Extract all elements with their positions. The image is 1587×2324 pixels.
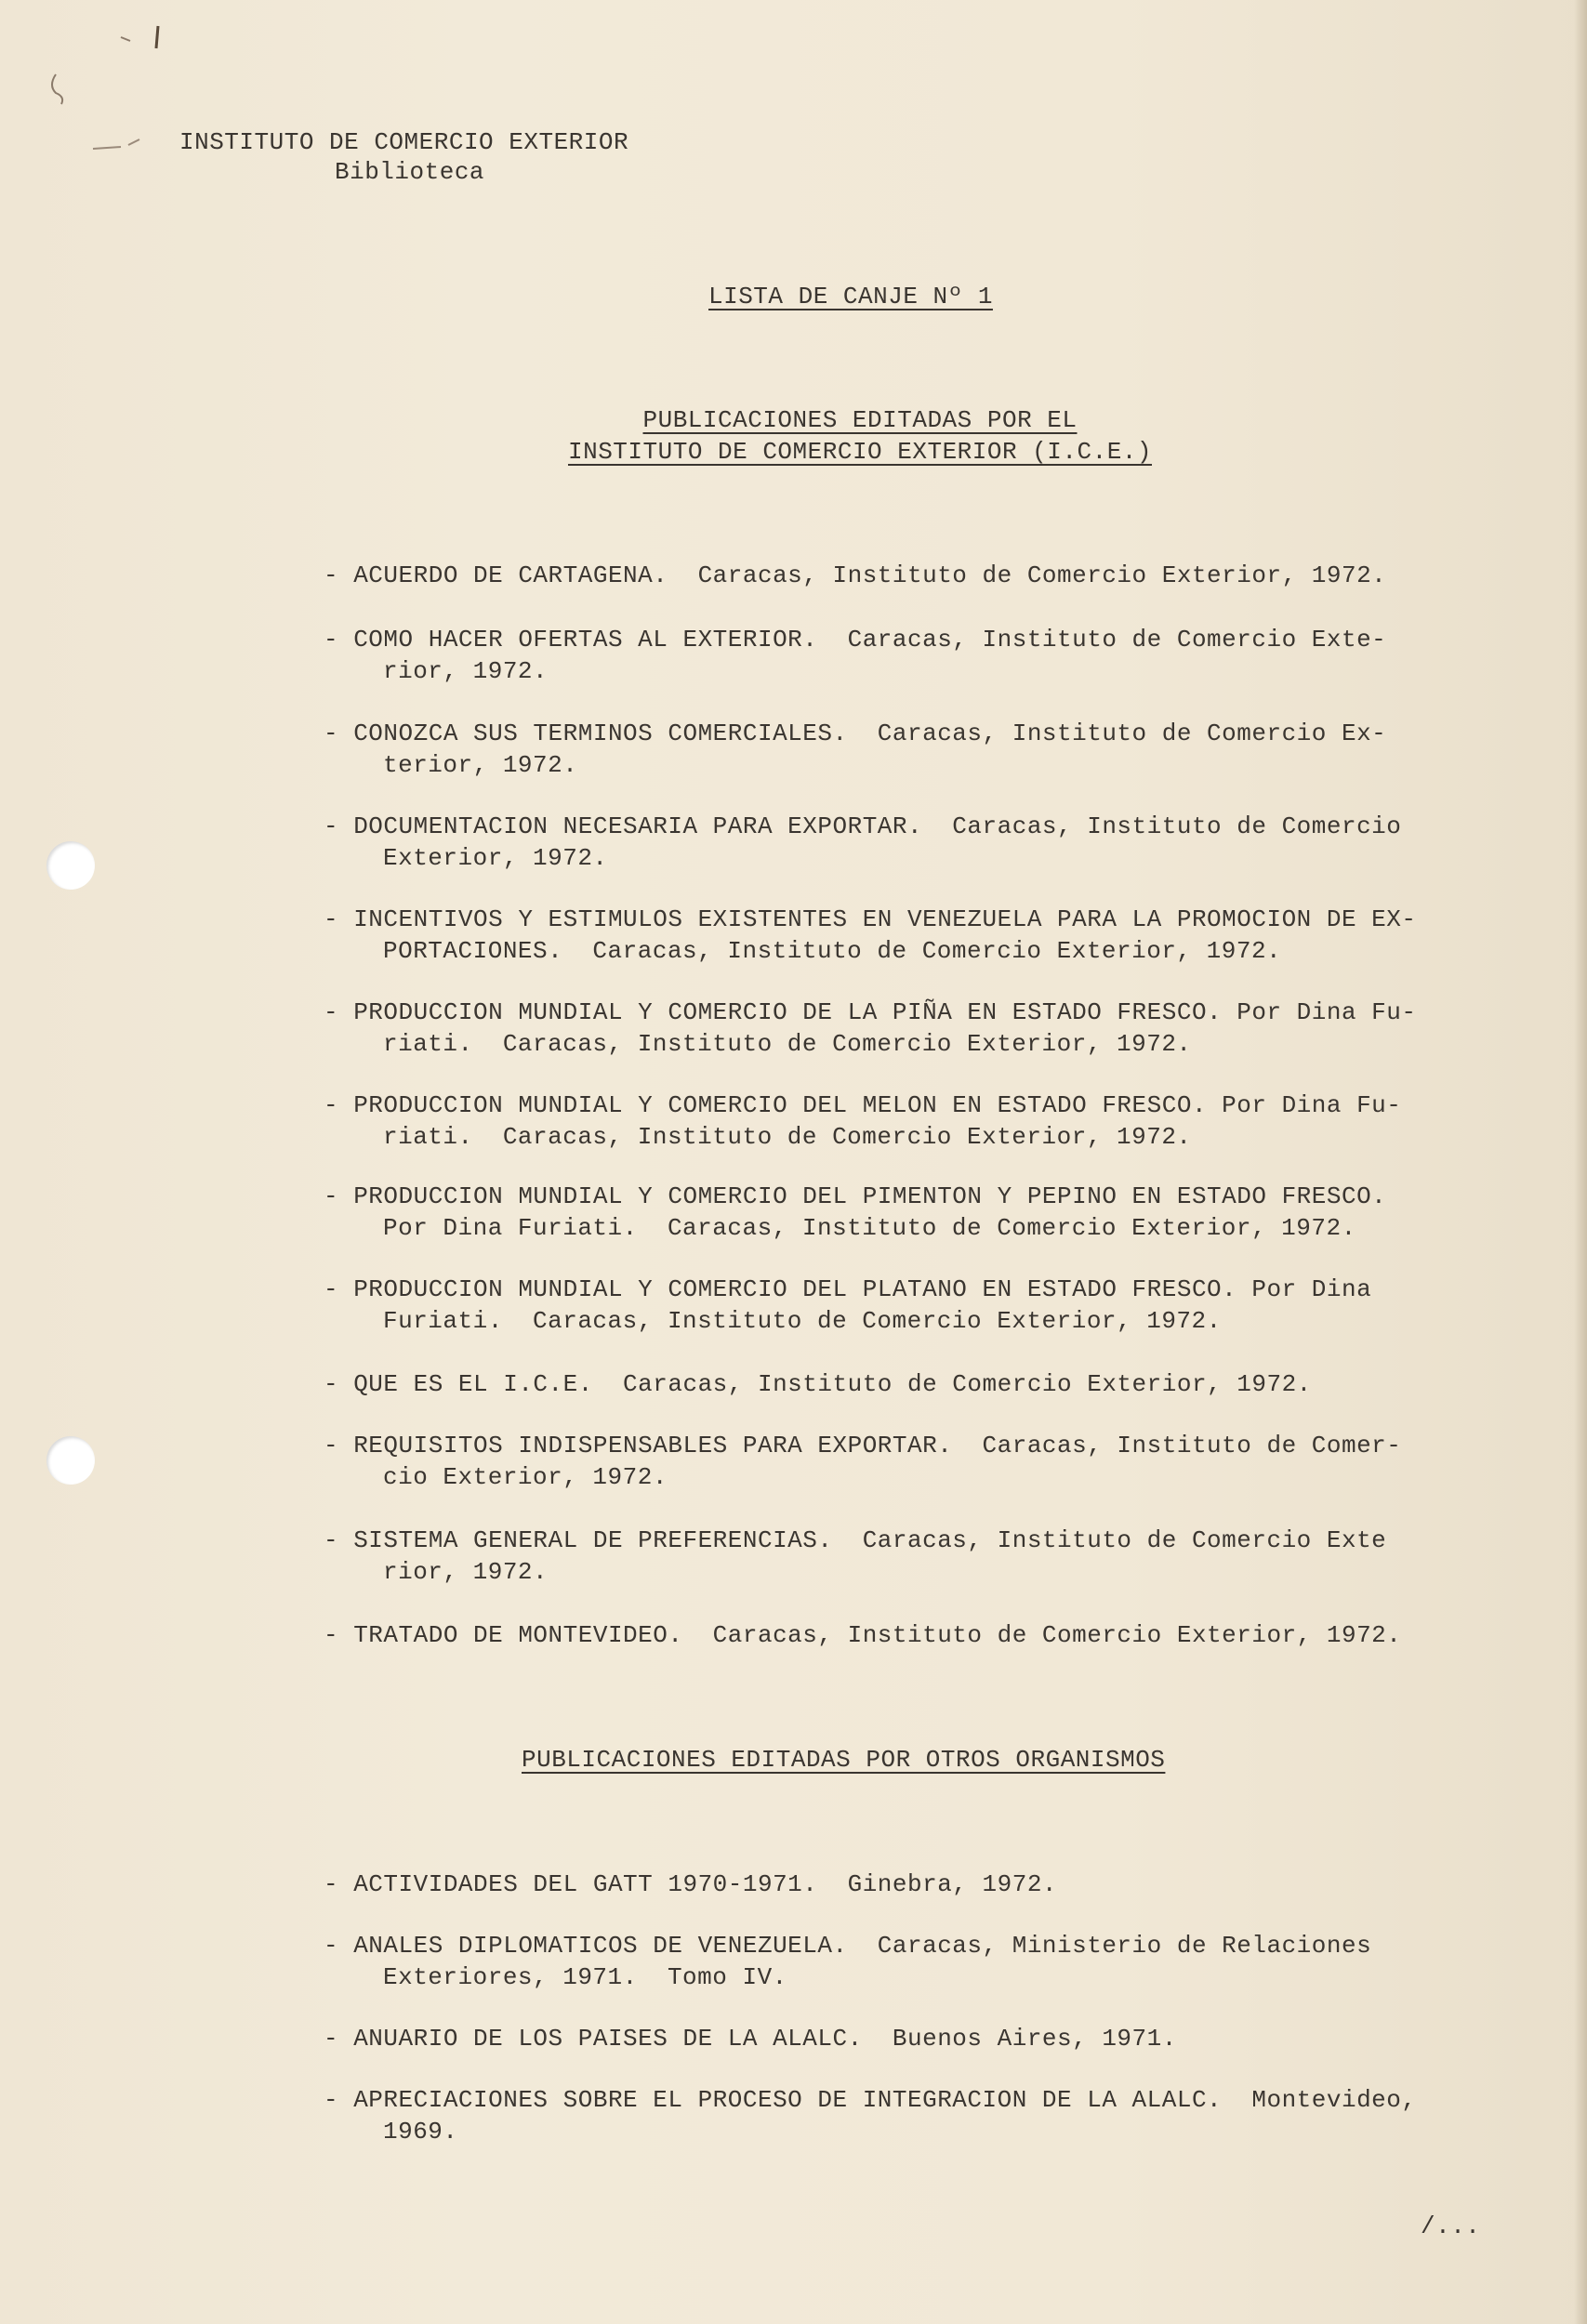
list-item bbox=[324, 2084, 1476, 2147]
item-line-continued: terior, 1972. bbox=[383, 751, 578, 779]
item-line: - APRECIACIONES SOBRE EL PROCESO DE INTEGRACION DE LA ALALC. Montevideo, bbox=[324, 2086, 1417, 2114]
list-item bbox=[324, 1525, 1476, 1588]
item-line-continued: rior, 1972. bbox=[383, 657, 549, 685]
item-line: - PRODUCCION MUNDIAL Y COMERCIO DEL PLATANO EN ESTADO FRESCO. Por Dina bbox=[324, 1275, 1372, 1303]
item-line-continued: rior, 1972. bbox=[383, 1558, 549, 1586]
section1-title-line1: PUBLICACIONES EDITADAS POR EL bbox=[642, 406, 1078, 434]
department-name: Biblioteca bbox=[335, 158, 485, 186]
item-line-continued: Exteriores, 1971. Tomo IV. bbox=[383, 1963, 787, 1991]
list-item bbox=[324, 904, 1476, 967]
item-line: - DOCUMENTACION NECESARIA PARA EXPORTAR. Caracas, Instituto de Comercio bbox=[324, 812, 1402, 840]
list-item bbox=[324, 718, 1476, 781]
item-line-continued: riati. Caracas, Instituto de Comercio Exterior, 1972. bbox=[383, 1030, 1192, 1058]
item-line-continued: PORTACIONES. Caracas, Instituto de Comercio Exterior, 1972. bbox=[383, 937, 1282, 965]
continuation-mark: /... bbox=[1421, 2212, 1481, 2240]
item-line: - CONOZCA SUS TERMINOS COMERCIALES. Caracas, Instituto de Comercio Ex- bbox=[324, 720, 1387, 747]
item-line-continued: Por Dina Furiati. Caracas, Instituto de Comercio Exterior, 1972. bbox=[383, 1214, 1356, 1242]
list-item bbox=[324, 811, 1476, 874]
item-line: - PRODUCCION MUNDIAL Y COMERCIO DEL MELON EN ESTADO FRESCO. Por Dina Fu- bbox=[324, 1091, 1402, 1119]
item-line: - INCENTIVOS Y ESTIMULOS EXISTENTES EN VENEZUELA PARA LA PROMOCION DE EX- bbox=[324, 905, 1417, 933]
list-item bbox=[324, 1181, 1476, 1244]
punch-hole-top bbox=[46, 841, 95, 890]
list-item bbox=[324, 1930, 1476, 1993]
section1-title-line2: INSTITUTO DE COMERCIO EXTERIOR (I.C.E.) bbox=[568, 438, 1152, 466]
institution-name: INSTITUTO DE COMERCIO EXTERIOR bbox=[179, 128, 629, 156]
list-item bbox=[324, 1274, 1476, 1337]
item-line: - COMO HACER OFERTAS AL EXTERIOR. Caracas, Instituto de Comercio Exte- bbox=[324, 626, 1387, 654]
item-line-continued: Exterior, 1972. bbox=[383, 844, 608, 872]
item-line: - PRODUCCION MUNDIAL Y COMERCIO DE LA PIÑA EN ESTADO FRESCO. Por Dina Fu- bbox=[324, 998, 1417, 1026]
item-line-continued: cio Exterior, 1972. bbox=[383, 1463, 668, 1491]
section2-title: PUBLICACIONES EDITADAS POR OTROS ORGANISMOS bbox=[522, 1746, 1166, 1774]
item-line: - TRATADO DE MONTEVIDEO. Caracas, Instituto de Comercio Exterior, 1972. bbox=[324, 1621, 1402, 1649]
pencil-marks-icon bbox=[0, 0, 205, 186]
list-item bbox=[324, 560, 1476, 591]
list-item bbox=[324, 1868, 1476, 1900]
list-item bbox=[324, 1089, 1476, 1153]
item-line: - ANUARIO DE LOS PAISES DE LA ALALC. Buenos Aires, 1971. bbox=[324, 2025, 1177, 2053]
punch-hole-bottom bbox=[46, 1436, 95, 1485]
item-line: - REQUISITOS INDISPENSABLES PARA EXPORTAR. Caracas, Instituto de Comer- bbox=[324, 1432, 1402, 1459]
item-line-continued: riati. Caracas, Instituto de Comercio Exterior, 1972. bbox=[383, 1123, 1192, 1151]
list-item bbox=[324, 1430, 1476, 1493]
list-item bbox=[324, 1619, 1476, 1651]
item-line-continued: 1969. bbox=[383, 2118, 458, 2146]
item-line: - PRODUCCION MUNDIAL Y COMERCIO DEL PIMENTON Y PEPINO EN ESTADO FRESCO. bbox=[324, 1182, 1387, 1210]
item-line: - QUE ES EL I.C.E. Caracas, Instituto de Comercio Exterior, 1972. bbox=[324, 1370, 1312, 1398]
item-line: - ACUERDO DE CARTAGENA. Caracas, Instituto de Comercio Exterior, 1972. bbox=[324, 561, 1387, 589]
list-title: LISTA DE CANJE Nº 1 bbox=[708, 283, 993, 310]
list-item bbox=[324, 1368, 1476, 1400]
item-line: - SISTEMA GENERAL DE PREFERENCIAS. Caracas, Instituto de Comercio Exte bbox=[324, 1526, 1387, 1554]
item-line: - ANALES DIPLOMATICOS DE VENEZUELA. Caracas, Ministerio de Relaciones bbox=[324, 1932, 1372, 1960]
item-line-continued: Furiati. Caracas, Instituto de Comercio Exterior, 1972. bbox=[383, 1307, 1222, 1335]
list-item bbox=[324, 2023, 1476, 2054]
list-item bbox=[324, 624, 1476, 687]
item-line: - ACTIVIDADES DEL GATT 1970-1971. Ginebra, 1972. bbox=[324, 1870, 1058, 1898]
list-item bbox=[324, 997, 1476, 1060]
